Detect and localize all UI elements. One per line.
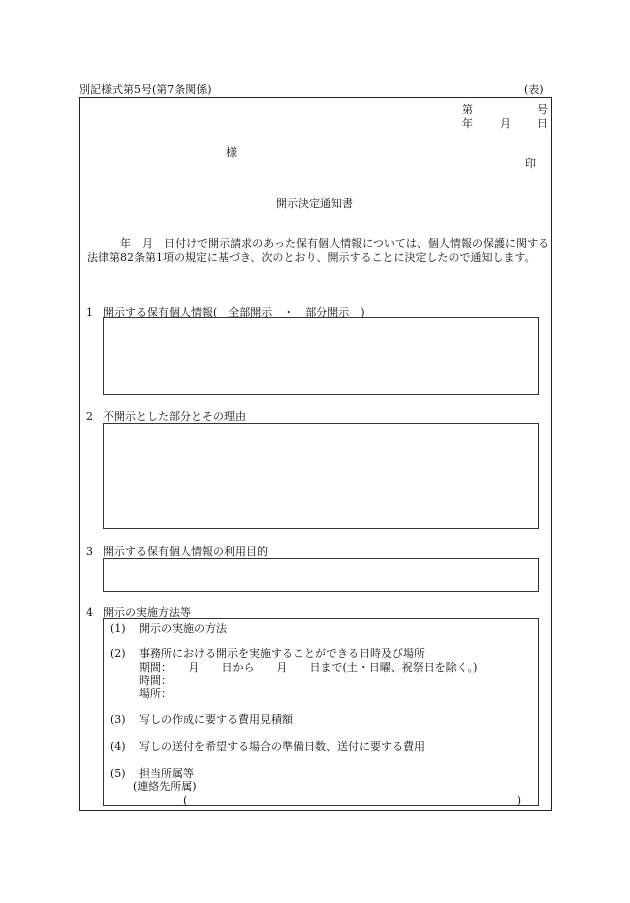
section-2-box bbox=[103, 423, 539, 529]
item-3-text: 写しの作成に要する費用見積額 bbox=[139, 713, 293, 726]
item-2-number: (2) bbox=[110, 647, 126, 660]
section-3-label: 開示する保有個人情報の利用目的 bbox=[103, 545, 268, 558]
seal-mark: 印 bbox=[525, 157, 536, 170]
section-3-box bbox=[103, 558, 539, 592]
date-year: 年 bbox=[462, 117, 473, 130]
item-2-time: 時間： bbox=[139, 674, 172, 687]
item-1-number: (1) bbox=[110, 622, 126, 635]
addressee-honorific: 様 bbox=[226, 146, 237, 159]
item-3-number: (3) bbox=[110, 713, 126, 726]
item-2-place: 場所： bbox=[139, 687, 172, 700]
contact-close-paren: ) bbox=[516, 794, 521, 807]
item-4-text: 写しの送付を希望する場合の準備日数、送付に要する費用 bbox=[139, 740, 425, 753]
section-1-label: 開示する保有個人情報( 全部開示 ・ 部分開示 ) bbox=[103, 306, 365, 319]
section-2-number: 2 bbox=[86, 410, 93, 423]
contact-field bbox=[183, 794, 521, 807]
item-5-number: (5) bbox=[110, 767, 126, 780]
item-1-text: 開示の実施の方法 bbox=[139, 622, 227, 635]
document-title: 開示決定通知書 bbox=[276, 197, 353, 210]
item-4-number: (4) bbox=[110, 740, 126, 753]
section-4-label: 開示の実施方法等 bbox=[103, 606, 191, 619]
section-1-box bbox=[103, 317, 539, 395]
contact-open-paren: ( bbox=[183, 794, 188, 807]
item-2-text: 事務所における開示を実施することができる日時及び場所 bbox=[139, 647, 425, 660]
notice-body: 年 月 日付けで開示請求のあった保有個人情報については、個人情報の保護に関する法律第82条第1項の規定に基づき、次のとおり、開示することに決定したので通知します。 bbox=[87, 237, 549, 264]
number-suffix: 号 bbox=[537, 103, 548, 116]
number-prefix: 第 bbox=[462, 103, 473, 116]
section-2-label: 不開示とした部分とその理由 bbox=[103, 410, 246, 423]
item-5-text: 担当所属等 bbox=[139, 767, 194, 780]
item-5-contact-label: (連絡先所属) bbox=[133, 780, 197, 793]
form-number-label: 別記様式第5号(第7条関係) bbox=[79, 83, 212, 96]
section-1-number: 1 bbox=[86, 306, 93, 319]
section-4-number: 4 bbox=[86, 606, 93, 619]
date-month: 月 bbox=[500, 117, 511, 130]
front-side-label: (表) bbox=[524, 83, 544, 96]
date-day: 日 bbox=[537, 117, 548, 130]
item-2-period: 期間： 月 日から 月 日まで(土・日曜、祝祭日を除く。) bbox=[139, 661, 478, 674]
section-3-number: 3 bbox=[86, 545, 93, 558]
